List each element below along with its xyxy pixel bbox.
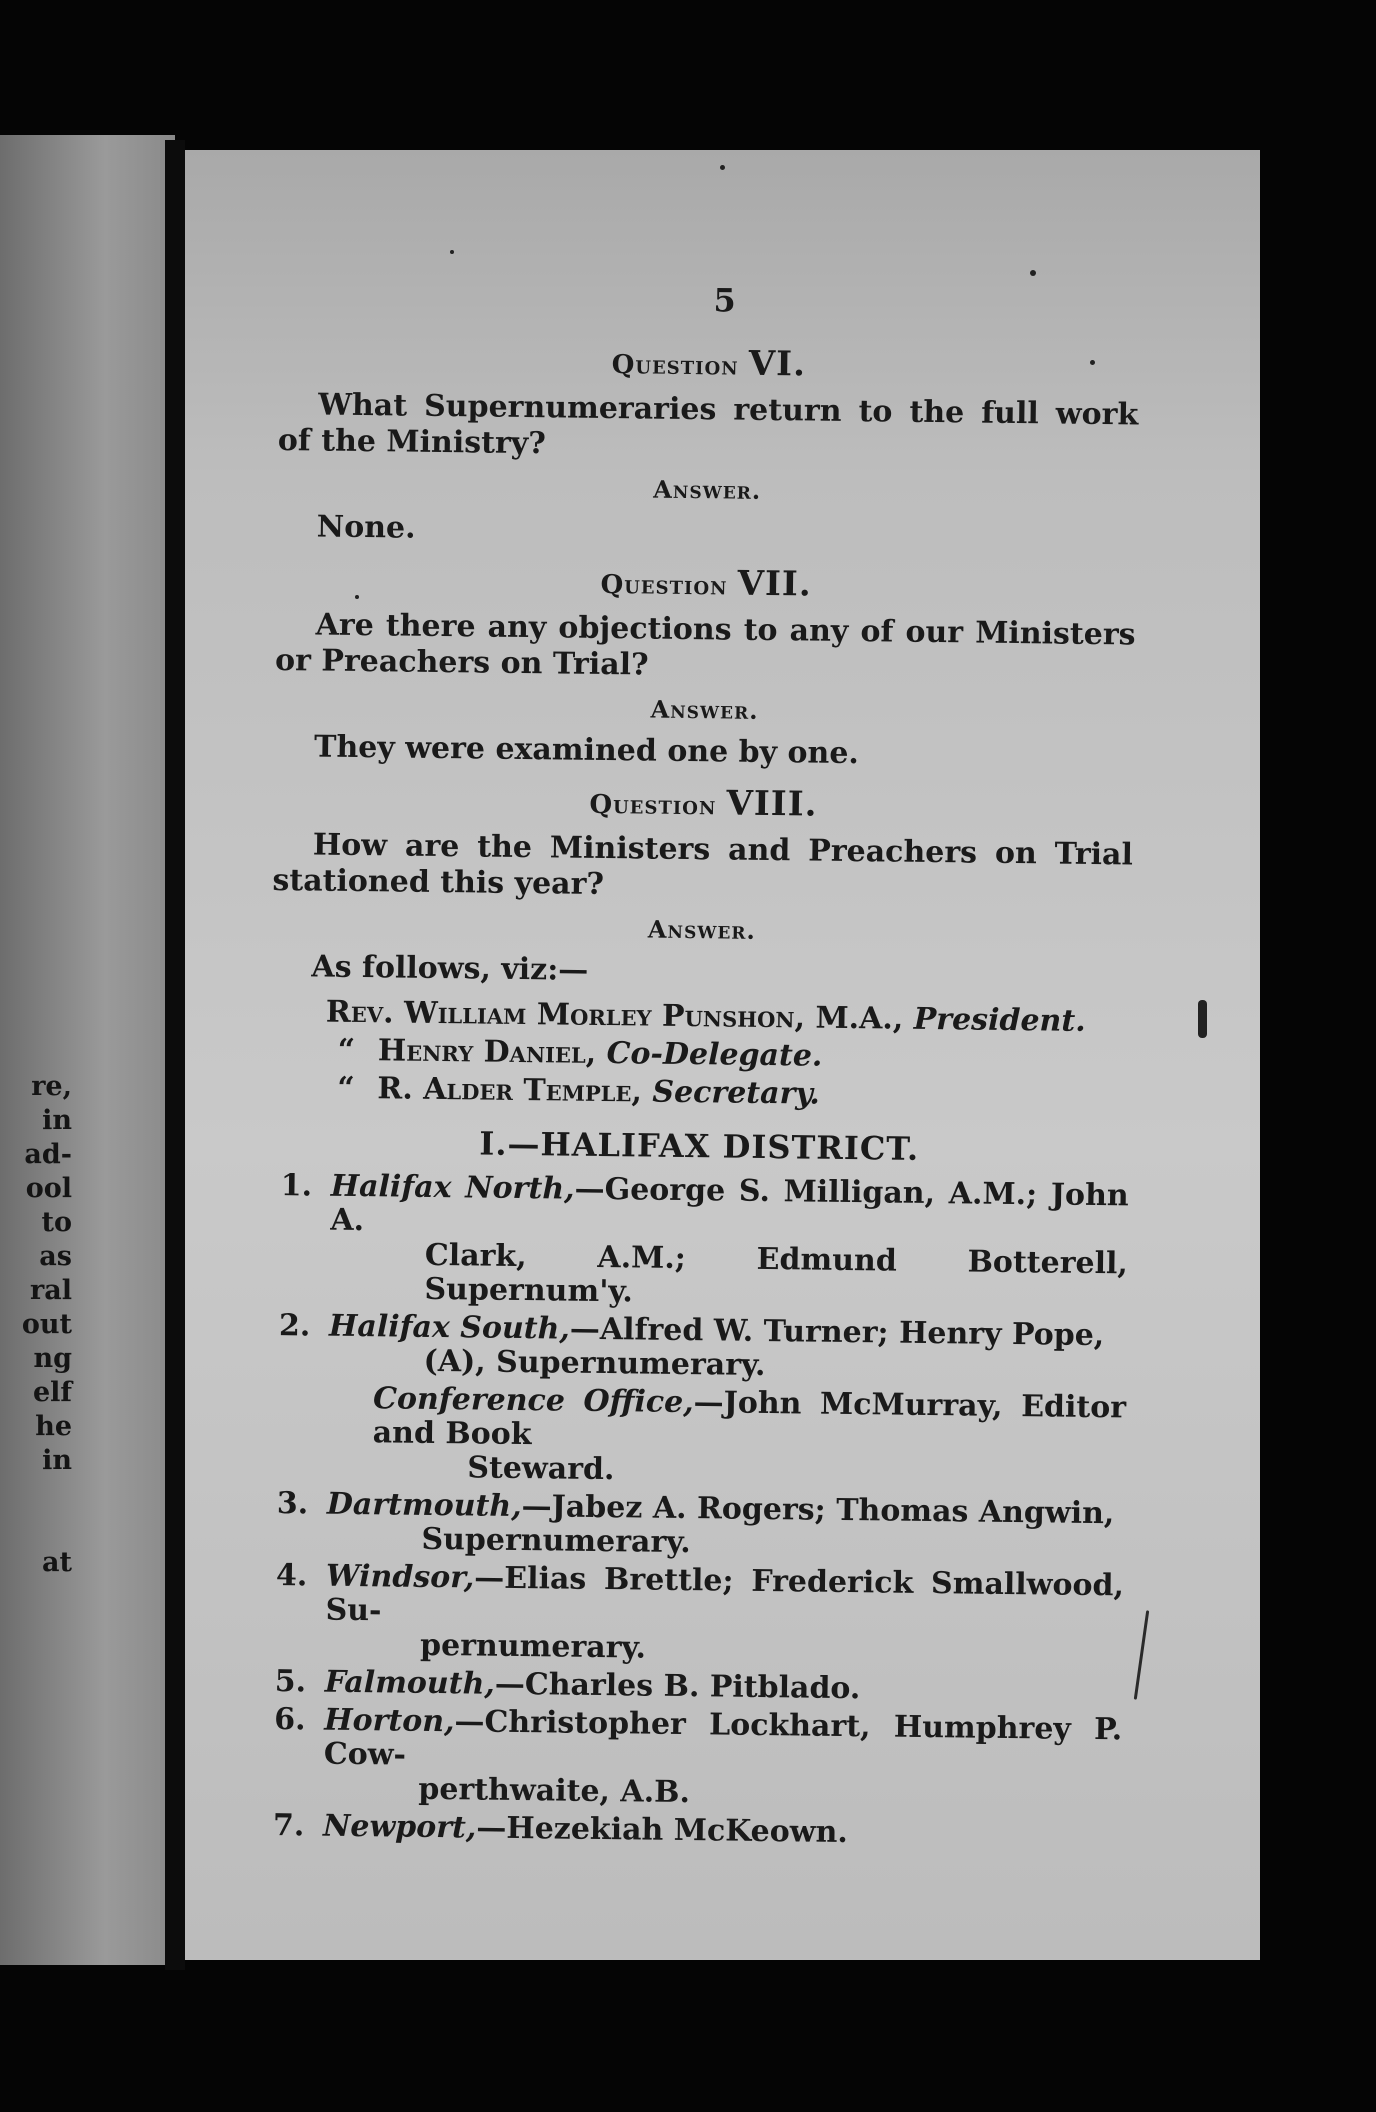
circuit-entry <box>264 1487 1125 1566</box>
scan-speck <box>1030 270 1036 276</box>
officer-role: Co-Delegate. <box>606 1036 823 1074</box>
fragment: in <box>42 1445 72 1476</box>
fragment: ool <box>25 1173 72 1204</box>
fragment: elf <box>32 1377 72 1408</box>
circuit-place: Windsor, <box>325 1558 475 1596</box>
left-page-text-fragments <box>0 1070 72 1580</box>
question-heading <box>273 773 1134 834</box>
question-number: VII. <box>737 563 812 605</box>
officer-role: Secretary. <box>652 1074 821 1112</box>
district-heading: I.—HALIFAX DISTRICT. <box>479 1124 920 1168</box>
answer-text: As follows, viz:— <box>311 949 589 988</box>
left-facing-page <box>0 135 175 1965</box>
fragment: out <box>21 1309 72 1340</box>
circuit-ministers: —Elias Brettle; Frederick Smallwood, Su- <box>325 1560 1125 1629</box>
officer-name: Henry Daniel, <box>377 1033 597 1071</box>
conference-officers <box>270 993 1131 1117</box>
circuit-number: 6. <box>274 1702 306 1738</box>
circuit-ministers: —Jabez A. Rogers; Thomas Angwin, <box>521 1489 1115 1532</box>
circuit-ministers: —George S. Milligan, A.M.; John A. <box>330 1171 1129 1239</box>
circuit-ministers-cont: perthwaite, A.B. <box>418 1771 691 1811</box>
fragment: re, <box>31 1071 72 1102</box>
ditto-mark: “ <box>337 1070 355 1106</box>
fragment: ad- <box>24 1139 72 1170</box>
fragment: as <box>39 1241 72 1272</box>
circuit-place: Falmouth, <box>324 1664 496 1702</box>
ditto-mark: “ <box>337 1032 356 1068</box>
page-number: 5 <box>713 281 736 320</box>
circuit-place: Horton, <box>324 1702 455 1740</box>
question-word: Question <box>600 569 728 602</box>
circuit-place: Conference Office, <box>372 1381 694 1421</box>
circuit-ministers-cont: (A), Supernumerary. <box>423 1343 766 1384</box>
circuit-ministers-cont: Steward. <box>467 1450 615 1488</box>
answer-heading: Answer. <box>653 474 762 505</box>
page-gutter <box>165 140 185 1970</box>
scan-speck <box>355 595 359 599</box>
officer-name: William Morley Punshon, M.A., <box>403 995 904 1037</box>
fragment: he <box>35 1411 72 1442</box>
circuit-place: Newport, <box>322 1808 477 1846</box>
circuit-number: 3. <box>276 1486 309 1522</box>
circuit-ministers: —Charles B. Pitblado. <box>494 1666 861 1707</box>
circuit-entry <box>265 1381 1126 1493</box>
officer-name: R. Alder Temple, <box>377 1071 643 1110</box>
circuit-number: 5. <box>274 1664 307 1700</box>
answer-text: None. <box>316 509 416 546</box>
page-content <box>261 265 1140 1853</box>
circuit-ministers-cont: Clark, A.M.; Edmund Botterell, Supernum'y. <box>424 1237 1129 1310</box>
scan-speck <box>450 250 454 254</box>
right-page <box>185 150 1260 1960</box>
scan-speck <box>1090 360 1095 365</box>
circuit-number: 2. <box>278 1308 311 1344</box>
question-text: How are the Ministers and Preachers on Trial stationed this year? <box>272 827 1134 903</box>
fragment: ral <box>30 1275 72 1306</box>
circuit-entry <box>261 1809 1121 1854</box>
question-word: Question <box>611 350 739 382</box>
fragment: at <box>42 1547 72 1578</box>
officer-prefix: Rev. <box>325 994 394 1031</box>
circuit-entry <box>263 1559 1124 1671</box>
question-number: VI. <box>748 343 807 385</box>
circuit-place: Halifax North, <box>330 1168 575 1207</box>
circuit-ministers-cont: Supernumerary. <box>421 1521 691 1561</box>
circuit-number: 1. <box>280 1168 313 1204</box>
answer-heading: Answer. <box>647 914 757 945</box>
officer-role: President. <box>913 1001 1086 1039</box>
question-word: Question <box>589 789 717 822</box>
question-text: What Supernumeraries return to the full work of the Ministry? <box>277 387 1139 462</box>
fragment: in <box>42 1105 72 1136</box>
question-text: Are there any objections to any of our Ministers or Preachers on Trial? <box>274 607 1136 683</box>
answer-heading: Answer. <box>650 694 759 725</box>
fragment: ng <box>33 1343 72 1374</box>
circuit-entry <box>266 1309 1127 1388</box>
circuit-ministers: —Alfred W. Turner; Henry Pope, <box>569 1311 1105 1354</box>
scan-speck <box>720 165 725 170</box>
circuit-entry <box>267 1169 1129 1315</box>
circuit-entry <box>261 1703 1122 1815</box>
scan-speck <box>1198 1000 1207 1038</box>
fragment: to <box>41 1207 72 1238</box>
circuit-ministers: —Christopher Lockhart, Humphrey P. Cow- <box>323 1704 1123 1773</box>
circuit-ministers: —John McMurray, Editor and Book <box>372 1385 1127 1453</box>
circuit-ministers: —Hezekiah McKeown. <box>476 1810 849 1851</box>
circuit-place: Halifax South, <box>328 1308 571 1347</box>
question-heading <box>276 553 1137 614</box>
answer-text: They were examined one by one. <box>313 729 860 772</box>
circuit-number <box>265 1381 328 1484</box>
circuit-place: Dartmouth, <box>326 1486 522 1525</box>
question-heading <box>279 333 1140 394</box>
circuit-number: 4. <box>275 1558 308 1594</box>
question-number: VIII. <box>726 783 818 825</box>
circuit-number: 7. <box>272 1808 305 1844</box>
circuit-ministers-cont: pernumerary. <box>419 1627 647 1666</box>
